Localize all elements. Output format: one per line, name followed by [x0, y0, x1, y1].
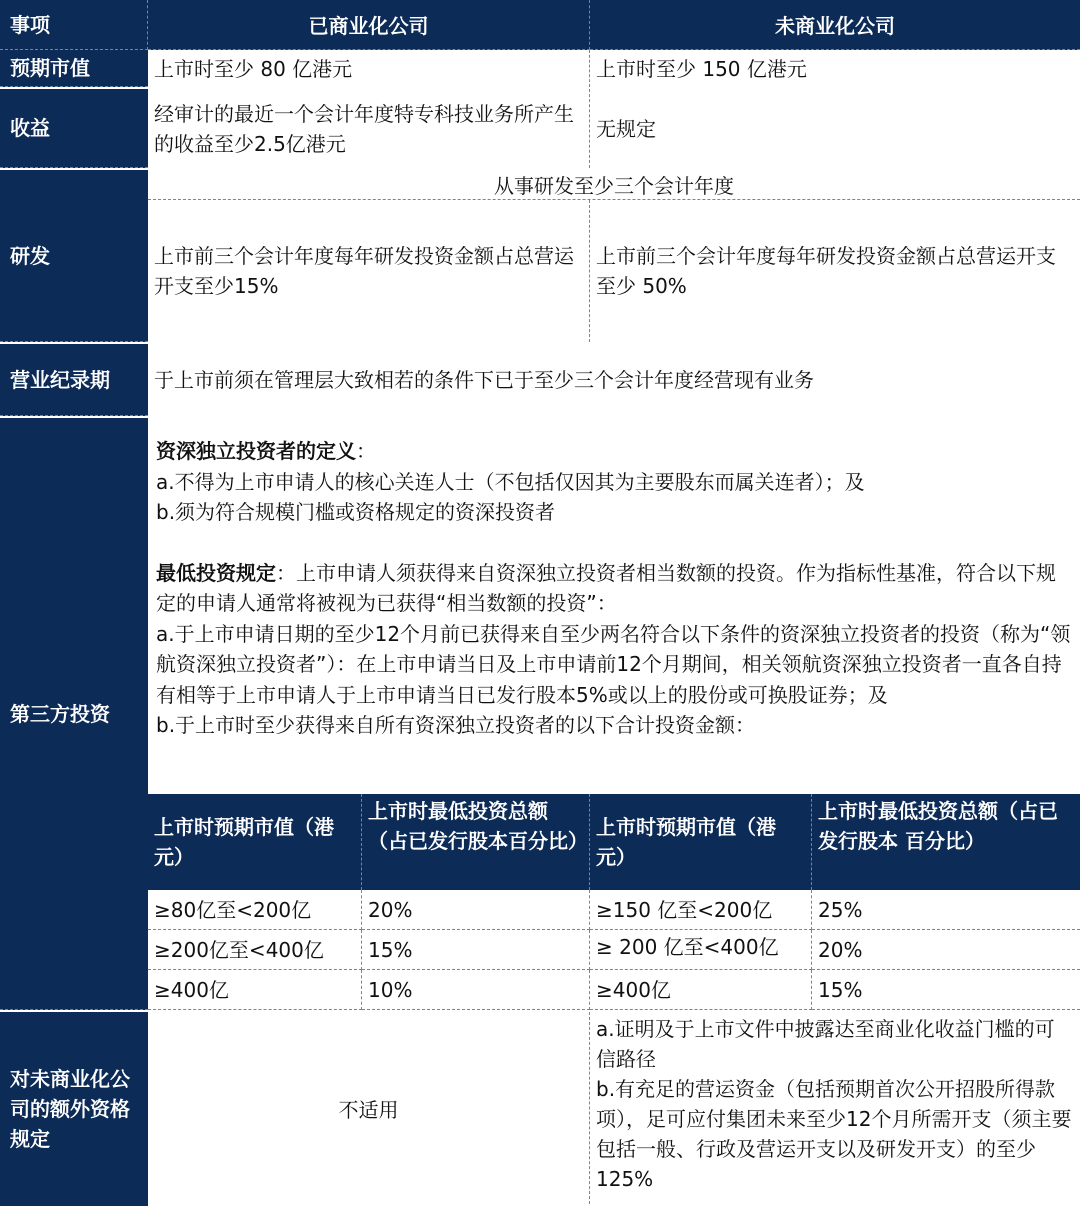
table-cell: 25% [812, 890, 1080, 930]
definition-a: a.不得为上市申请人的核心关连人士（不包括仅因其为主要股东而属关连者）；及 [156, 469, 865, 494]
revenue-precommercial: 无规定 [590, 89, 1080, 168]
row-label-third-party: 第三方投资 [0, 418, 148, 1010]
subtable-header-c4: 上市时最低投资总额（占已发行股本 百分比） [812, 794, 1080, 890]
definition-block [156, 436, 1072, 467]
table-cell: ≥ 200 亿至<400亿 [590, 930, 812, 970]
third-party-text [148, 418, 1080, 794]
header-commercial: 已商业化公司 [148, 0, 590, 50]
row-label-extra: 对未商业化公司的额外资格规定 [0, 1012, 148, 1206]
header-item: 事项 [0, 0, 148, 50]
subtable-header-c1: 上市时预期市值（港元） [148, 794, 362, 890]
table-cell: ≥150 亿至<200亿 [590, 890, 812, 930]
extra-precommercial-a: a.证明及于上市文件中披露达至商业化收益门槛的可信路径 [596, 1017, 1055, 1071]
revenue-commercial: 经审计的最近一个会计年度特专科技业务所产生的收益至少2.5亿港元 [148, 89, 590, 168]
extra-precommercial-b: b.有充足的营运资金（包括预期首次公开招股所得款项），足可应付集团未来至少12个月所需开支（须主要包括一般、行政及营运开支以及研发开支）的至少125% [596, 1077, 1072, 1191]
row-label-rnd: 研发 [0, 170, 148, 342]
definition-b: b.须为符合规模门槛或资格规定的资深投资者 [156, 500, 556, 524]
min-investment-block [156, 558, 1072, 619]
table-cell: 15% [362, 930, 590, 970]
table-cell: ≥400亿 [148, 970, 362, 1010]
extra-precommercial [590, 1012, 1080, 1204]
min-investment-title: 最低投资规定 [156, 560, 276, 585]
rnd-precommercial: 上市前三个会计年度每年研发投资金额占总营运开支至少 50% [590, 200, 1080, 342]
track-record-text: 于上市前须在管理层大致相若的条件下已于至少三个会计年度经营现有业务 [148, 344, 1080, 416]
table-cell: 20% [812, 930, 1080, 970]
market-cap-precommercial: 上市时至少 150 亿港元 [590, 50, 1080, 87]
extra-commercial: 不适用 [148, 1012, 590, 1204]
row-label-market-cap: 预期市值 [0, 50, 148, 87]
rnd-shared: 从事研发至少三个会计年度 [148, 170, 1080, 200]
definition-title: 资深独立投资者的定义 [156, 439, 356, 463]
market-cap-commercial: 上市时至少 80 亿港元 [148, 50, 590, 87]
table-cell: 15% [812, 970, 1080, 1010]
subtable-header-c2: 上市时最低投资总额（占已发行股本百分比） [362, 794, 590, 890]
rnd-commercial: 上市前三个会计年度每年研发投资金额占总营运开支至少15% [148, 200, 590, 342]
subtable-header-c3: 上市时预期市值（港元） [590, 794, 812, 890]
min-investment-b: b.于上市时至少获得来自所有资深独立投资者的以下合计投资金额： [156, 713, 756, 737]
row-label-track-record: 营业纪录期 [0, 344, 148, 416]
header-precommercial: 未商业化公司 [590, 0, 1080, 50]
min-investment-a: a.于上市申请日期的至少12个月前已获得来自至少两名符合以下条件的资深独立投资者的投资（称为“领航资深独立投资者”）：在上市申请当日及上市申请前12个月期间，相关领航资深独立投资者一直各自持有相等于上市申请人于上市申请当日已发行股本5%或以上的股份或可换股证券；及 [156, 621, 1071, 707]
table-cell: ≥200亿至<400亿 [148, 930, 362, 970]
row-label-revenue: 收益 [0, 89, 148, 168]
table-cell: 20% [362, 890, 590, 930]
definition-colon: ： [356, 439, 376, 463]
table-cell: 10% [362, 970, 590, 1010]
table-cell: ≥80亿至<200亿 [148, 890, 362, 930]
table-cell: ≥400亿 [590, 970, 812, 1010]
min-investment-text: ：上市申请人须获得来自资深独立投资者相当数额的投资。作为指标性基准，符合以下规定的申请人通常将被视为已获得“相当数额的投资”： [156, 560, 1056, 615]
